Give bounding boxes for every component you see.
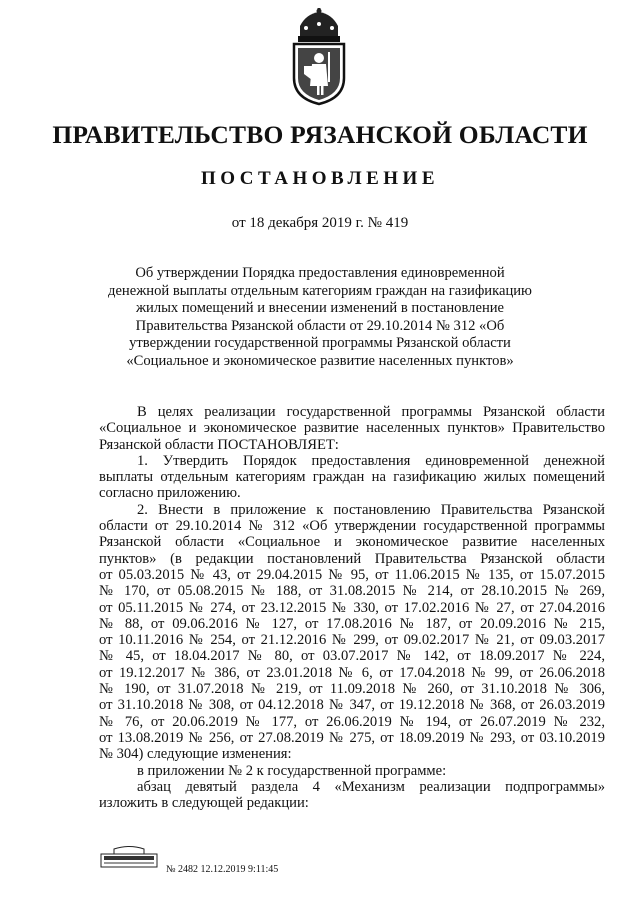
document-date-number: от 18 декабря 2019 г. № 419 (231, 215, 409, 231)
body-line: В целях реализации государственной программы Рязанской области (137, 404, 605, 420)
body-line: от 10.11.2016 № 254, от 21.12.2016 № 299, от 09.02.2017 № 21, от 09.03.2017 (99, 632, 605, 649)
body-line: области от 29.10.2014 № 312 «Об утверждении государственной программы (99, 518, 605, 535)
document-body (99, 404, 605, 811)
registry-number: № 2482 12.12.2019 9:11:45 (166, 864, 279, 875)
body-line: выплаты отдельным категориям граждан на газификацию жилых помещений (99, 469, 605, 486)
body-line: согласно приложению. (99, 485, 241, 502)
body-line: пунктов» (в редакции постановлений Правительства Рязанской области (99, 550, 605, 567)
body-line: абзац девятый раздела 4 «Механизм реализации подпрограммы» (137, 778, 605, 795)
ryazan-coat-of-arms-icon (286, 8, 352, 106)
subject-line: жилых помещений и внесении изменений в постановление (135, 300, 505, 317)
body-line: изложить в следующей редакции: (99, 795, 309, 812)
body-line: № 190, от 31.07.2018 № 219, от 11.09.2018 № 260, от 31.10.2018 № 306, (99, 681, 605, 698)
subject-line: «Социальное и экономическое развитие населенных пунктов» (126, 352, 514, 369)
body-line: от 05.03.2015 № 43, от 29.04.2015 № 95, от 11.06.2015 № 135, от 15.07.2015 (99, 566, 605, 583)
body-line: от 19.12.2017 № 386, от 23.01.2018 № 6, от 17.04.2018 № 99, от 26.06.2018 (99, 664, 605, 681)
subject-line: Правительства Рязанской области от 29.10.2014 № 312 «Об (135, 317, 505, 334)
body-line: № 170, от 05.08.2015 № 188, от 31.08.2015 № 214, от 28.10.2015 № 269, (99, 583, 605, 600)
body-line: Рязанской области «Социальное и экономическое развитие населенных (99, 534, 605, 551)
subject-line: Об утверждении Порядка предоставления единовременной (135, 265, 505, 281)
subject-line: денежной выплаты отдельным категориям граждан на газификацию (108, 282, 532, 299)
body-line: от 05.11.2015 № 274, от 23.12.2015 № 330, от 17.02.2016 № 27, от 27.04.2016 (99, 599, 605, 616)
body-line: № 76, от 20.06.2019 № 177, от 26.06.2019 № 194, от 26.07.2019 № 232, (99, 713, 605, 730)
body-line: 2. Внести в приложение к постановлению Правительства Рязанской (137, 501, 605, 518)
subject-line: утверждении государственной программы Рязанской области (129, 335, 511, 352)
body-line: от 31.10.2018 № 308, от 04.12.2018 № 347, от 19.12.2018 № 368, от 26.03.2019 (99, 697, 605, 714)
body-line: № 45, от 18.04.2017 № 80, от 03.07.2017 № 142, от 18.09.2017 № 224, (99, 648, 605, 665)
government-name: ПРАВИТЕЛЬСТВО РЯЗАНСКОЙ ОБЛАСТИ (52, 120, 588, 149)
body-line: от 13.08.2019 № 256, от 27.08.2019 № 275, от 18.09.2019 № 293, от 03.10.2019 (99, 729, 605, 746)
body-line: № 304) следующие изменения: (99, 746, 292, 763)
body-line: «Социальное и экономическое развитие населенных пунктов» Правительство (99, 420, 605, 437)
document-subject (100, 265, 540, 371)
body-line: № 88, от 09.06.2016 № 127, от 17.08.2016 № 187, от 20.09.2016 № 215, (99, 615, 605, 632)
body-line: Рязанской области ПОСТАНОВЛЯЕТ: (99, 436, 339, 453)
body-line: в приложении № 2 к государственной программе: (137, 762, 447, 779)
document-type: ПОСТАНОВЛЕНИЕ (200, 168, 440, 189)
registry-stamp-icon (100, 846, 158, 868)
body-line: 1. Утвердить Порядок предоставления единовременной денежной (137, 452, 605, 469)
